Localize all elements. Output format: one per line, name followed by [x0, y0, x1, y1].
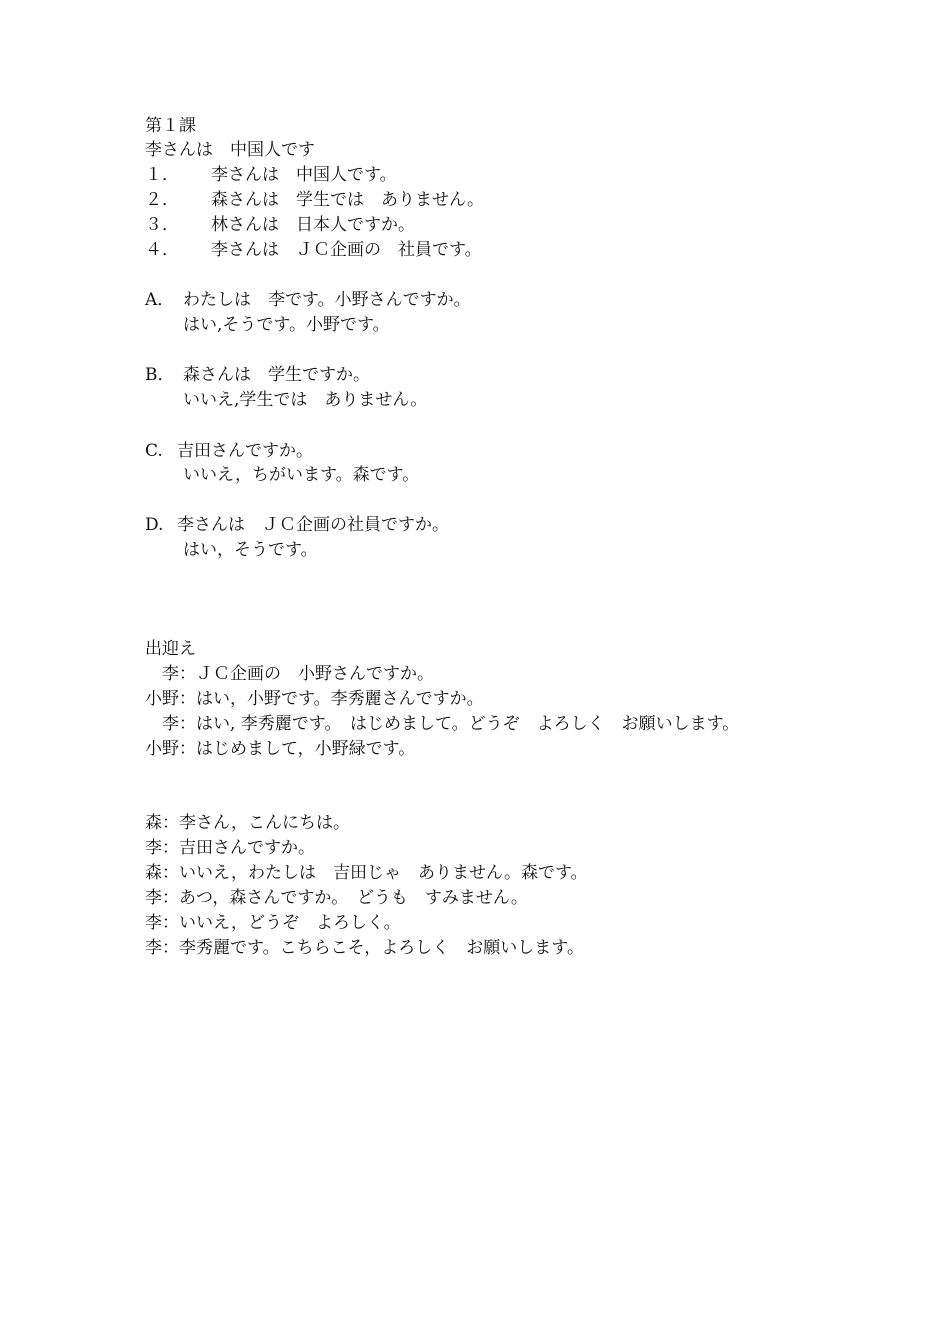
qa-a-question: [145, 288, 471, 312]
sentence-text: 林さんは 日本人ですか。: [211, 215, 415, 235]
sentence-1: [145, 163, 397, 187]
qa-d-question: [145, 513, 449, 537]
dialogue1-title: 出迎え: [145, 639, 196, 659]
qa-c-question: [145, 439, 313, 463]
qa-question: 森さんは 学生ですか。: [183, 365, 370, 385]
sentence-text: 李さんは 中国人です。: [211, 165, 397, 185]
sentence-number: １．: [145, 165, 179, 185]
line-text: いいえ，どうぞ よろしく。: [179, 913, 401, 933]
lesson-subtitle: 李さんは 中国人です: [145, 140, 315, 160]
speaker: 森：: [145, 863, 179, 883]
sentence-text: 李さんは ＪＣ企画の 社員です。: [211, 240, 482, 260]
dialogue2-line: [145, 936, 584, 960]
speaker: 李：: [145, 714, 196, 734]
qa-a-answer: はい,そうです。小野です。: [183, 315, 390, 335]
lesson-title: 第１課: [145, 116, 196, 136]
sentence-number: ３．: [145, 215, 179, 235]
line-text: 吉田さんですか。: [179, 838, 315, 858]
sentence-4: [145, 238, 482, 262]
speaker: 李：: [145, 838, 179, 858]
sentence-text: 森さんは 学生では ありません。: [211, 190, 485, 210]
speaker: 森：: [145, 813, 179, 833]
line-text: いいえ，わたしは 吉田じゃ ありません。森です。: [179, 863, 588, 883]
dialogue2-line: [145, 836, 315, 860]
qa-label: C.: [145, 441, 163, 461]
sentence-2: [145, 188, 484, 212]
speaker: 李：: [145, 888, 179, 908]
dialogue2-line: [145, 911, 401, 935]
dialogue1-line: [145, 737, 415, 761]
sentence-number: ２．: [145, 190, 179, 210]
line-text: はい，小野です。李秀麗さんですか。: [196, 689, 484, 709]
qa-question: 李さんは ＪＣ企画の社員ですか。: [177, 515, 449, 535]
qa-label: B．: [145, 365, 175, 385]
qa-d-answer: はい，そうです。: [183, 540, 318, 560]
line-text: 李さん，こんにちは。: [179, 813, 351, 833]
qa-label: D.: [145, 515, 164, 535]
line-text: あつ，森さんですか。 どうも すみません。: [179, 888, 528, 908]
speaker: 李：: [145, 913, 179, 933]
qa-b-question: [145, 363, 370, 387]
qa-b-answer: いいえ,学生では ありません。: [183, 390, 428, 410]
qa-label: A．: [145, 290, 175, 310]
dialogue2-line: [145, 886, 528, 910]
line-text: 李秀麗です。こちらこそ，よろしく お願いします。: [179, 938, 584, 958]
dialogue2-line: [145, 811, 350, 835]
qa-question: わたしは 李です。小野さんですか。: [183, 290, 471, 310]
dialogue2-line: [145, 861, 588, 885]
speaker: 李：: [145, 664, 196, 684]
speaker: 李：: [145, 938, 179, 958]
line-text: はじめまして，小野緑です。: [196, 739, 416, 759]
speaker: 小野：: [145, 739, 196, 759]
line-text: ＪＣ企画の 小野さんですか。: [196, 664, 434, 684]
sentence-3: [145, 213, 415, 237]
dialogue1-line: [145, 662, 434, 686]
dialogue1-line: [145, 687, 484, 711]
dialogue1-line: [145, 712, 739, 736]
qa-c-answer: いいえ，ちがいます。森です。: [183, 465, 420, 485]
line-text: はい, 李秀麗です。 はじめまして。どうぞ よろしく お願いします。: [196, 714, 740, 734]
qa-question: 吉田さんですか。: [177, 441, 313, 461]
speaker: 小野：: [145, 689, 196, 709]
sentence-number: ４．: [145, 240, 179, 260]
